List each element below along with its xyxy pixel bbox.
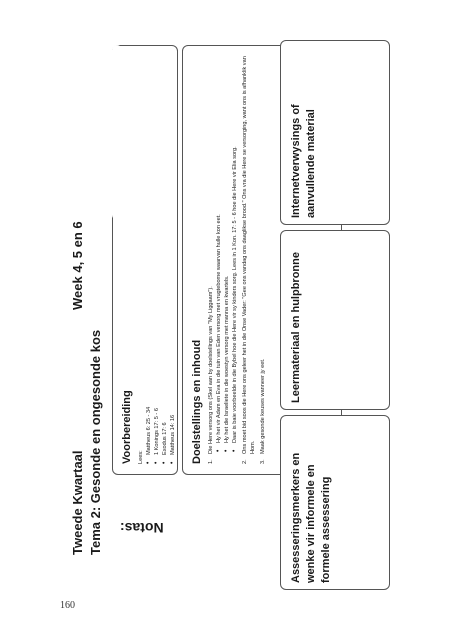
page-number: 160	[60, 600, 75, 611]
reading-item: • Exodus 17: 6	[161, 56, 169, 464]
notas-title: Notas:	[120, 520, 164, 536]
term-title: Tweede Kwartaal	[70, 450, 85, 555]
reading-item: • Mattheus 14: 16	[169, 56, 177, 464]
internet-box	[280, 40, 390, 225]
doelstelling-bullet: • Hy het vir Adam en Eva in die tuin van Eden versorg met vrugtebome waarvan hulle kon eet.	[215, 56, 223, 452]
doelstelling-item: 3. Maak gesonde keuses wanneer jy eet.	[260, 358, 266, 464]
theme-title: Tema 2: Gesonde en ongesonde kos	[88, 329, 103, 555]
doelstellings-title: Doelstellings en inhoud	[191, 339, 203, 464]
lees-label: Lees:	[138, 450, 144, 464]
reading-item: • 1 Konings 17: 5 - 6	[153, 56, 161, 464]
assessering-box	[280, 415, 390, 590]
doelstelling-item: 1. Die Here versorg ons (Skel aan by doelstellings van "My Liggaam"). • Hy het vir Adam en Eva in die tuin van Eden versorg met vrugtebome waarvan hulle kon eet. • Hy het die Israeliete in die woestyn versorg met manna en kwartels. • Daar is baie voorbeelde in die Bybel hoe die Here vir sy kinders sorg. Lees in 1 Kon. 17: 5 - 6 hoe die Here vir Elia sorg.	[207, 56, 239, 464]
voorbereiding-title: Voorbereiding	[121, 390, 133, 464]
internet-title: Internetverwysings of aanvullende material	[290, 104, 317, 218]
reading-item: • Mattheus 6: 25 - 34	[145, 56, 153, 464]
doelstelling-bullet: • Hy het die Israeliete in die woestyn versorg met manna en kwartels.	[223, 56, 231, 452]
assessering-title: Assesseringsmerkers en wenke vir informele en formele assessering	[290, 452, 332, 583]
leermateriaal-box	[280, 230, 390, 410]
doelstelling-item: 2. Ons moet bid soos die Here ons geleer het in die Onse Vader: "Gee ons vandag ons daaglikse brood." Ons vra die Here se versorging, want ons is afhanklik van Hom.	[242, 56, 256, 464]
week-title: Week 4, 5 en 6	[70, 221, 85, 310]
doelstelling-bullet: • Daar is baie voorbeelde in die Bybel hoe die Here vir sy kinders sorg. Lees in 1 Kon. 17: 5 - 6 hoe die Here vir Elia sorg.	[231, 56, 239, 452]
leermateriaal-title: Leermateriaal en hulpbronne	[290, 252, 302, 403]
